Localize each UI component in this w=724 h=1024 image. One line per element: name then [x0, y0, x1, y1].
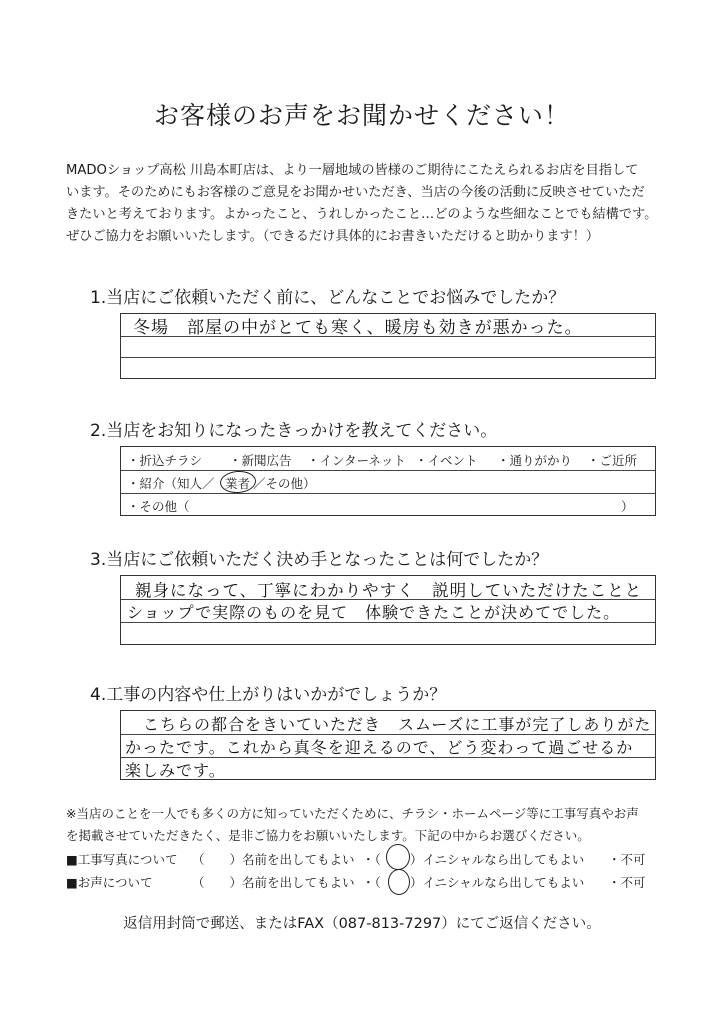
- selection-circle[interactable]: [388, 869, 410, 895]
- question-3: 3.当店にご依頼いただく決め手となったことは何でしたか？: [90, 550, 549, 570]
- page-title: お客様のお声をお聞かせください！: [153, 101, 570, 130]
- intro-line: きたいと考えております。よかったこと、うれしかったこと…どのような些細なことでも結構です。: [66, 207, 658, 222]
- answer-box-3[interactable]: [120, 575, 656, 645]
- option-neighborhood[interactable]: ・ご近所: [587, 453, 638, 468]
- rule-line: [121, 357, 655, 358]
- answer-box-2[interactable]: [120, 446, 656, 516]
- option-flyer[interactable]: ・折込チラシ: [127, 453, 203, 468]
- option-other-close: ）: [621, 499, 634, 514]
- handwritten-answer-4-line-1: こちらの都合をきいていただき スムーズに工事が完了しありがた: [143, 715, 652, 734]
- consent-voice-label: ■お声について: [66, 875, 153, 890]
- intro-line: ぜひご協力をお願いいたします。（できるだけ具体的にお書きいただけると助かります！）: [66, 229, 600, 244]
- rule-line: [121, 493, 655, 494]
- handwritten-answer-3-line-1: 親身になって、丁寧にわかりやすく 説明していただけたことと: [135, 581, 643, 600]
- option-referral-prefix: ・紹介（知人／: [127, 476, 215, 491]
- consent-photos-no[interactable]: ・不可: [608, 852, 646, 867]
- publication-notice: [66, 803, 639, 847]
- consent-photos-initials-prefix: ・（: [362, 852, 381, 867]
- question-1: 1.当店にご依頼いただく前に、どんなことでお悩みでしたか？: [90, 288, 566, 308]
- option-passing-by[interactable]: ・通りがかり: [497, 453, 573, 468]
- notice-line: を掲載させていただきたく、是非ご協力をお願いいたします。下記の中からお選びください。: [66, 828, 590, 843]
- notice-line: ※当店のことを一人でも多くの方に知っていただくために、チラシ・ホームページ等に工事写真やお声: [66, 806, 639, 821]
- option-referral-suffix: ／その他）: [253, 476, 316, 491]
- option-referral-contractor[interactable]: 業者: [225, 476, 251, 491]
- intro-line: います。そのためにもお客様のご意見をお聞かせいただき、当店の今後の活動に反映させていただ: [66, 185, 645, 200]
- rule-line: [121, 470, 655, 471]
- answer-box-4[interactable]: [120, 710, 656, 780]
- option-newspaper[interactable]: ・新聞広告: [229, 453, 292, 468]
- handwritten-answer-4-line-3: 楽しみです。: [125, 761, 226, 780]
- consent-voice-name-ok[interactable]: （ ）名前を出してもよい: [192, 875, 355, 890]
- handwritten-answer-1: 冬場 部屋の中がとても寒く、暖房も効きが悪かった。: [133, 318, 583, 338]
- consent-photos-label: ■工事写真について: [66, 852, 178, 867]
- option-event[interactable]: ・イベント: [415, 453, 478, 468]
- selection-circle: [219, 470, 256, 494]
- option-internet[interactable]: ・インターネット: [307, 453, 406, 468]
- option-other-label: ・その他（: [127, 499, 190, 514]
- question-2: 2.当店をお知りになったきっかけを教えてください。: [90, 421, 498, 441]
- consent-photos-name-ok[interactable]: （ ）名前を出してもよい: [192, 852, 355, 867]
- consent-photos-initials-ok[interactable]: ）イニシャルなら出してもよい: [410, 852, 585, 867]
- consent-voice-no[interactable]: ・不可: [608, 875, 646, 890]
- footer-return-instructions: 返信用封筒で郵送、またはFAX（087-813-7297）にてご返信ください。: [123, 916, 601, 932]
- question-4: 4.工事の内容や仕上がりはいかがでしょうか？: [90, 685, 447, 705]
- selection-circle[interactable]: [386, 844, 410, 870]
- consent-voice-initials-prefix: ・（: [362, 875, 381, 890]
- answer-box-1[interactable]: [120, 313, 656, 379]
- intro-line: MADOショップ高松 川島本町店は、より一層地域の皆様のご期待にこたえられるお店を目指して: [66, 163, 639, 178]
- handwritten-answer-4-line-2: かったです。これから真冬を迎えるので、どう変わって過ごせるか: [125, 738, 634, 757]
- handwritten-answer-3-line-2: ショップで実際のものを見て 体験できたことが決めてでした。: [127, 603, 621, 622]
- consent-voice-initials-ok[interactable]: ）イニシャルなら出してもよい: [410, 875, 585, 890]
- intro-paragraph: [66, 160, 666, 248]
